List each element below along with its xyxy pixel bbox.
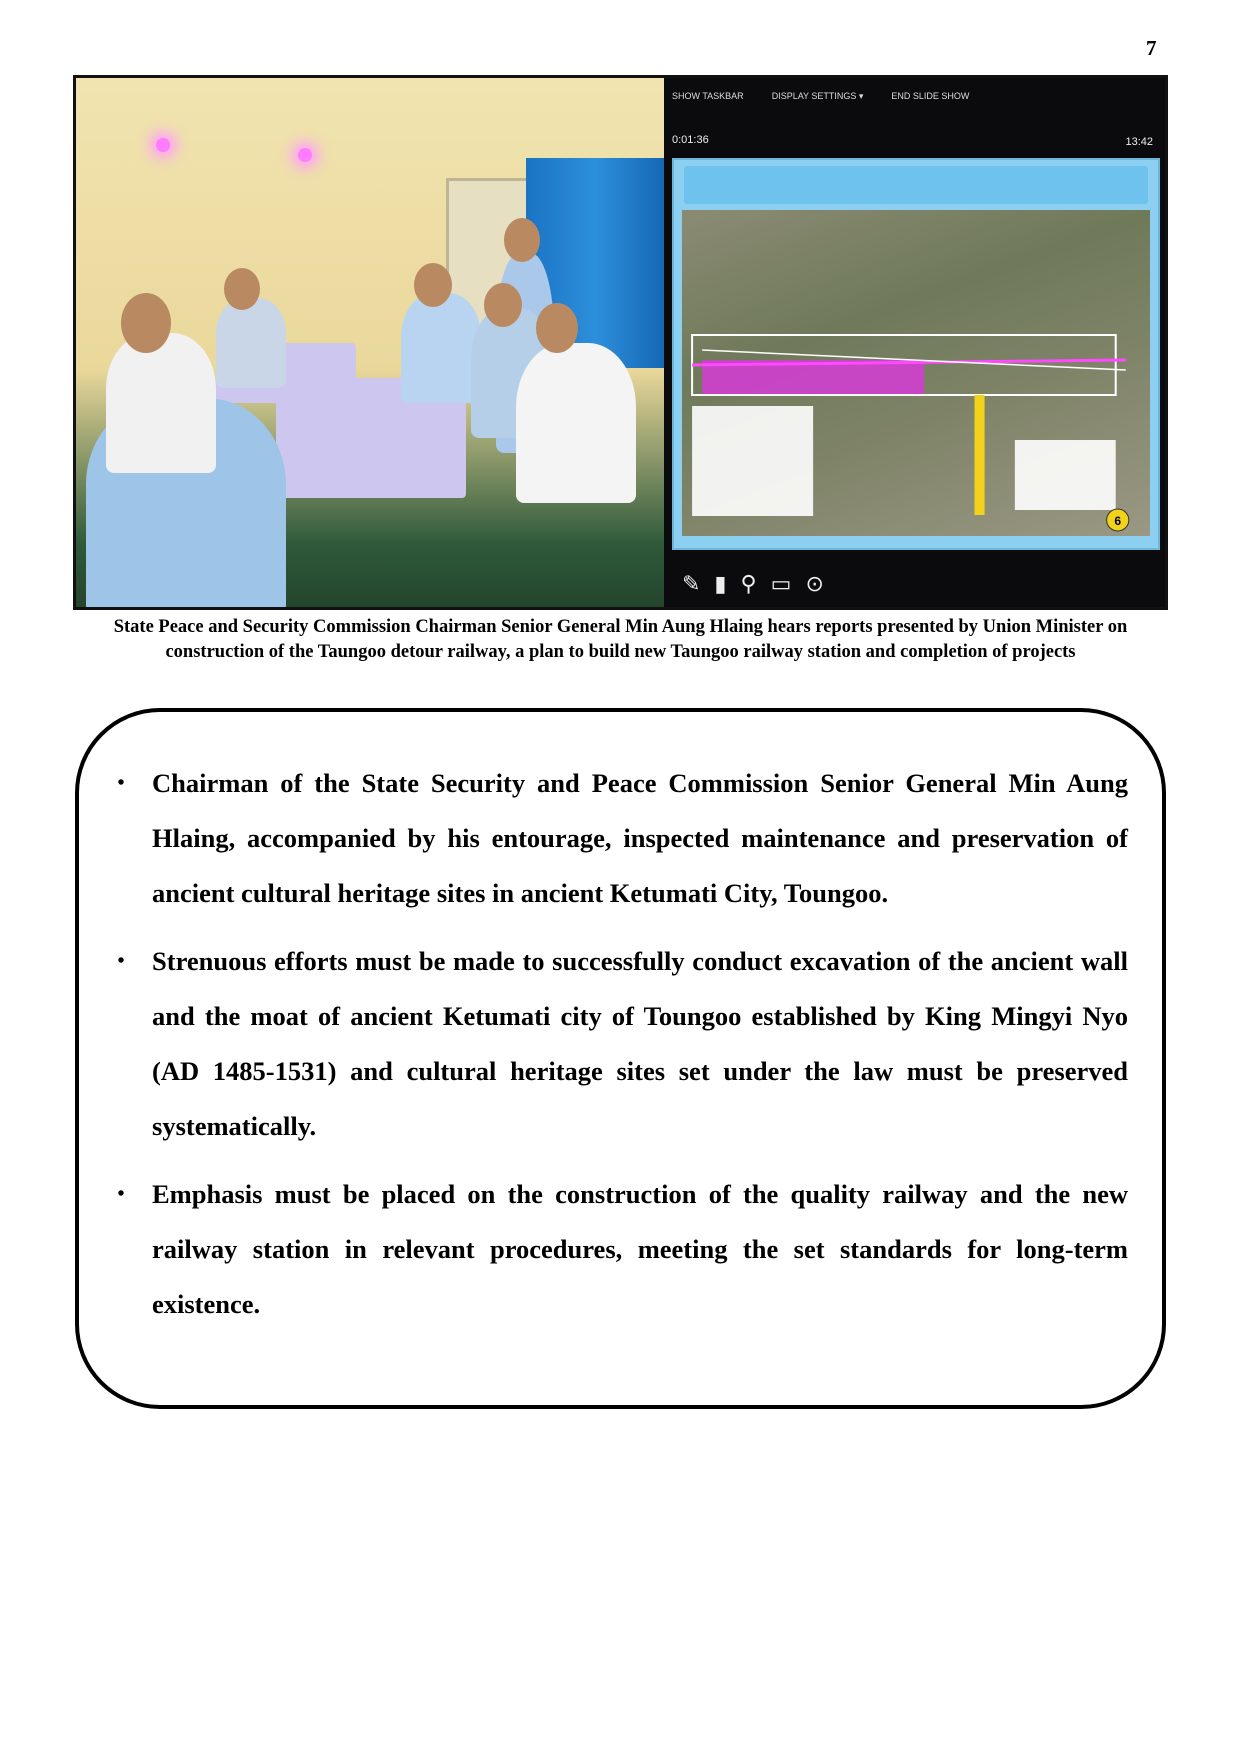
bullet-icon: • — [117, 950, 125, 972]
bullet-text: Chairman of the State Security and Peace Commission Senior General Min Aung Hlaing, accompanied by his entourage, inspected maintenance and preservation of ancient cultural heritage sites in ancient Ketumati City, Toungoo. — [152, 768, 1128, 908]
photo-caption: State Peace and Security Commission Chairman Senior General Min Aung Hlaing hears reports presented by Union Minister on construction of the Taungoo detour railway, a plan to build new Taungoo railway station and completion of projects — [113, 617, 1128, 662]
presentation-screen — [664, 78, 1165, 607]
person-head — [224, 268, 260, 310]
person-seated — [106, 333, 216, 473]
bullet-text: Strenuous efforts must be made to successfully conduct excavation of the ancient wall and the moat of ancient Ketumati city of Toungoo established by King Mingyi Nyo (AD 1485-1531) and cultural heritage sites set under the law must be preserved systematically. — [152, 946, 1128, 1141]
wall-lamp — [298, 148, 312, 162]
pen-icon: ✎▮⚲▭⊙ — [682, 572, 838, 597]
wall-lamp — [156, 138, 170, 152]
slide-title-bar — [684, 166, 1148, 204]
bullet-text: Emphasis must be placed on the construction of the quality railway and the new railway station in relevant procedures, meeting the set standards for long-term existence. — [152, 1179, 1128, 1319]
end-slide-show-button: END SLIDE SHOW — [891, 91, 970, 101]
bullet-icon: • — [117, 772, 125, 794]
meeting-room-scene — [76, 78, 664, 607]
person-head — [484, 283, 522, 327]
person-head — [504, 218, 540, 262]
person-seated — [516, 343, 636, 503]
highlights-box — [75, 708, 1166, 1409]
display-settings-button: DISPLAY SETTINGS ▾ — [771, 90, 864, 101]
slide-number: 6 — [1114, 514, 1122, 528]
page-number: 7 — [1146, 36, 1157, 60]
person-seated — [216, 298, 286, 388]
bullet-icon: • — [117, 1183, 125, 1205]
list-item — [113, 756, 1128, 921]
person-head — [414, 263, 452, 307]
show-taskbar-button: SHOW TASKBAR — [672, 91, 744, 101]
slideshow-timer: 0:01:36 — [672, 134, 709, 146]
slideshow-clock: 13:42 — [1125, 136, 1153, 148]
railway-plan-overlay — [682, 210, 1150, 536]
person-head — [536, 303, 578, 353]
list-item — [113, 934, 1128, 1154]
person-seated — [401, 293, 481, 403]
bullet-list — [113, 756, 1128, 1345]
list-item — [113, 1167, 1128, 1332]
slideshow-toolbar — [672, 86, 1157, 106]
satellite-map — [682, 210, 1150, 536]
news-photo — [73, 75, 1168, 610]
presentation-slide — [672, 158, 1160, 550]
person-head — [121, 293, 171, 353]
